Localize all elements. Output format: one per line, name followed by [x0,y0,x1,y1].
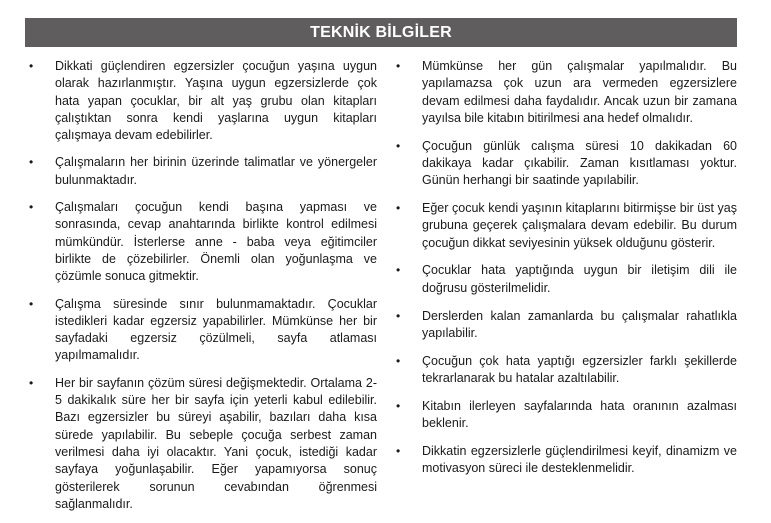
list-item [392,58,737,127]
list-item [25,296,377,365]
page-title: TEKNİK BİLGİLER [310,23,452,41]
bullet-icon: • [29,59,34,73]
list-item [392,262,737,297]
bullet-icon: • [396,308,401,323]
list-item-text: Derslerden kalan zamanlarda bu çalışmalar rahatlıkla yapılabilir. [422,308,737,340]
list-item-text: Çalışmaların her birinin üzerinde talimatlar ve yönergeler bulunmaktadır. [55,155,377,187]
list-item-text: Çalışma süresinde sınır bulunmamaktadır. Çocuklar istedikleri kadar egzersiz yapabilirler. Mümkünse her bir sayfadaki egzersiz çözülmeli, sayfa atlaması yapılmamalıdır. [55,296,377,363]
left-column [25,58,377,523]
list-item [392,353,737,388]
list-item [392,308,737,343]
list-item-text: Çocuklar hata yaptığında uygun bir iletişim dili ile doğrusu gösterilmelidir. [422,263,737,295]
bullet-icon: • [29,296,34,311]
list-item-text: Çocuğun çok hata yaptığı egzersizler farklı şekillerde tekrarlanarak bu hatalar azaltılabilir. [422,353,737,385]
bullet-icon: • [29,200,34,215]
list-item-text: Kitabın ilerleyen sayfalarında hata oranının azalması beklenir. [422,398,737,431]
list-item [25,154,377,189]
bullet-icon: • [29,375,34,390]
list-item [25,58,377,144]
list-item-text: Dikkati güçlendiren egzersizler çocuğun yaşına uygun olarak hazırlanmıştır. Yaşına uygun egzersizlerde çok hata yapan çocuklar, bir alt yaş grubu olan kitapları çalıştıktan sonra kendi yaşlarına uygun kitapları çalışmaya devam edebilirler. [55,59,377,143]
list-item [392,138,737,190]
bullet-icon: • [396,398,401,413]
list-item [392,443,737,478]
list-item [25,199,377,285]
header-bar [25,18,737,47]
bullet-icon: • [29,155,34,170]
bullet-icon: • [396,443,401,458]
list-item-text: Eğer çocuk kendi yaşının kitaplarını bitirmişse bir üst yaş grubuna geçerek çalışmalara devam edebilir. Bu durum çocuğun dikkat seviyesinin yüksek olduğunu gösterir. [422,201,737,250]
bullet-icon: • [396,59,401,73]
list-item [392,398,737,433]
bullet-icon: • [396,263,401,278]
bullet-icon: • [396,138,401,153]
list-item-text: Çalışmaları çocuğun kendi başına yapması ve sonrasında, cevap anahtarında birlikte kontrol edilmesi mümkündür. İsterlerse anne - baba veya eğitimciler birlikte de çözebilirler. Önemli olan yoğunlaşma ve çözümle sonuca gitmektir. [55,200,377,284]
list-item-text: Dikkatin egzersizlerle güçlendirilmesi keyif, dinamizm ve motivasyon süreci ile desteklenmelidir. [422,443,737,476]
right-column [392,58,737,488]
list-item-text: Çocuğun günlük calışma süresi 10 dakikadan 60 dakikaya kadar çıkabilir. Zaman kısıtlaması yoktur. Günün herhangi bir saatinde yapılabilir. [422,138,737,188]
list-item-text: Her bir sayfanın çözüm süresi değişmektedir. Ortalama 2-5 dakikalık süre her bir sayfa için yeterli kabul edilebilir. Bazı egzersizler bu süreyi aşabilir, bazıları daha kısa sürede yapılabilir. Bu sebeple çocuğa serbest zaman verilmesi daha iyi olacaktır. Yani çocuk, istediği kadar sayfaya yoğunlaşabilir. Eğer yapamıyorsa sonuç gösterilerek sorunun cevabından öğrenmesi sağlanmalıdır. [55,375,377,511]
bullet-icon: • [396,201,401,216]
list-item-text: Mümkünse her gün çalışmalar yapılmalıdır. Bu yapılamazsa çok uzun ara vermeden egzersizlere devam edilmesi daha faydalıdır. Ancak uzun bir zamana yayılsa bile kitabın bitirilmesi ana hedef olmalıdır. [422,59,737,125]
list-item [25,375,377,513]
bullet-icon: • [396,353,401,368]
list-item [392,200,737,252]
